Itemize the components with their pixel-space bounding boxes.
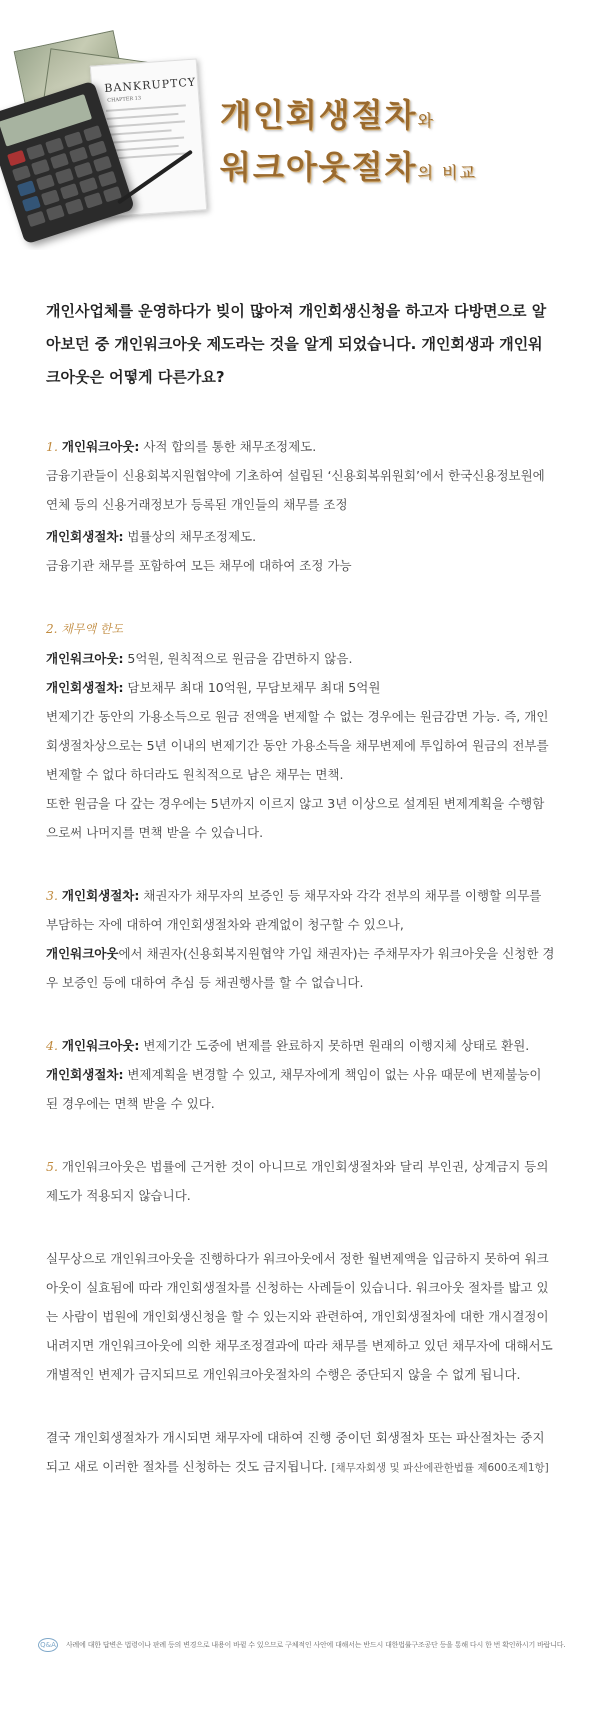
- section-2: 2. 채무액 한도 개인워크아웃: 5억원, 원칙적으로 원금을 감면하지 않음. 개인회생절차: 담보채무 최대 10억원, 무담보채무 최대 5억원 변제기간 동안의 가용소득으로 원금 전액을 변제할 수 없는 경우에는 원금감면 가능. 즉, 개인회생절차상으로는 5년 이내의 변제기간 동안 가용소득을 채무변제에 투입하여 원금의 전부를 변제할 수 없다 하더라도 원칙적으로 남은 채무는 면책. 또한 원금을 다 갚는 경우에는 5년까지 이르지 않고 3년 이상으로 설계된 변제계획을 수행함으로써 나머지를 면책 받을 수 있습니다.: [46, 614, 556, 847]
- document-title: BANKRUPTCY: [103, 75, 197, 95]
- section-3: 3. 개인회생절차: 채권자가 채무자의 보증인 등 채무자와 각각 전부의 채무를 이행할 의무를 부담하는 자에 대하여 개인회생절차와 관계없이 청구할 수 있으나, 개인워크아웃에서 채권자(신용회복지원협약 가입 채권자)는 주채무자가 워크아웃을 신청한 경우 보증인 등에 대하여 추심 등 채권행사를 할 수 없습니다.: [46, 888, 555, 990]
- section-text: 변제기간 동안의 가용소득으로 원금 전액을 변제할 수 없는 경우에는 원금감면 가능. 즉, 개인회생절차상으로는 5년 이내의 변제기간 동안 가용소득을 채무변제에 투입하여 원금의 전부를 변제할 수 없다 하더라도 원칙적으로 남은 채무는 면책.: [46, 709, 549, 782]
- section-1: 1. 개인워크아웃: 사적 합의를 통한 채무조정제도. 금융기관들이 신용회복지원협약에 기초하여 설립된 ‘신용회복위원회’에서 한국신용정보원에 연체 등의 신용거래정보가 등록된 개인들의 채무를 조정 개인회생절차: 법률상의 채무조정제도. 금융기관 채무를 포함하여 모든 채무에 대하여 조정 가능: [46, 432, 556, 580]
- document-subtitle: CHAPTER 13: [107, 95, 142, 104]
- header-banner: [0, 0, 600, 250]
- section-6: [46, 1244, 556, 1389]
- section-text: 금융기관 채무를 포함하여 모든 채무에 대하여 조정 가능: [46, 558, 352, 573]
- article-body: [46, 295, 556, 1483]
- term-label: 개인회생절차:: [61, 888, 140, 903]
- section-text: 또한 원금을 다 갚는 경우에는 5년까지 이르지 않고 3년 이상으로 설계된 변제계획을 수행함으로써 나머지를 면책 받을 수 있습니다.: [46, 796, 545, 840]
- footer-disclaimer: [38, 1638, 568, 1652]
- term-label: 개인회생절차:: [46, 680, 124, 695]
- term-label: 개인회생절차:: [46, 1067, 124, 1082]
- section-7: 결국 개인회생절차가 개시되면 채무자에 대하여 진행 중이던 회생절차 또는 파산절차는 중지되고 새로 이러한 절차를 신청하는 것도 금지됩니다. [채무자회생 및 파산에관한법률 제600조제1항]: [46, 1430, 549, 1474]
- section-4: 4. 개인워크아웃: 변제기간 도중에 변제를 완료하지 못하면 원래의 이행지체 상태로 환원. 개인회생절차: 변제계획을 변경할 수 있고, 채무자에게 책임이 없는 사유 때문에 변제불능이 된 경우에는 면책 받을 수 있다.: [46, 1038, 542, 1111]
- page-title: [220, 90, 580, 200]
- title-line-1: 개인회생절차와: [220, 96, 435, 134]
- title-line-2: 워크아웃절차의 비교: [220, 148, 477, 186]
- term-label: 개인회생절차:: [46, 529, 124, 544]
- term-label: 개인워크아웃:: [46, 651, 124, 666]
- section-5: 5. 개인워크아웃은 법률에 근거한 것이 아니므로 개인회생절차와 달리 부인권, 상계금지 등의 제도가 적용되지 않습니다.: [46, 1159, 549, 1203]
- term-label: 개인워크아웃: [46, 946, 119, 961]
- disclaimer-text: 사례에 대한 답변은 법령이나 판례 등의 변경으로 내용이 바뀔 수 있으므로 구체적인 사안에 대해서는 반드시 대한법률구조공단 등을 통해 다시 한 번 확인하시기 바랍니다.: [66, 1641, 566, 1649]
- term-label: 개인워크아웃:: [61, 1038, 140, 1053]
- term-label: 개인워크아웃:: [61, 439, 140, 454]
- intro-question: 개인사업체를 운영하다가 빚이 많아져 개인회생신청을 하고자 다방면으로 알아보던 중 개인워크아웃 제도라는 것을 알게 되었습니다. 개인회생과 개인워크아웃은 어떻게 다른가요?: [46, 302, 547, 386]
- section-text: 금융기관들이 신용회복지원협약에 기초하여 설립된 ‘신용회복위원회’에서 한국신용정보원에 연체 등의 신용거래정보가 등록된 개인들의 채무를 조정: [46, 468, 545, 512]
- section-text: 실무상으로 개인워크아웃을 진행하다가 워크아웃에서 정한 월변제액을 입금하지 못하여 워크아웃이 실효됨에 따라 개인회생절차를 신청하는 사례들이 있습니다. 워크아웃 절차를 밟고 있는 사람이 법원에 개인회생신청을 할 수 있는지와 관련하여, 개인회생절차에 대한 개시결정이 내려지면 개인워크아웃에 의한 채무조정결과에 따라 채무를 변제하고 있던 채무자에 대해서도 개별적인 변제가 금지되므로 개인워크아웃절차의 수행은 중단되지 않을 수 없게 됩니다.: [46, 1251, 553, 1382]
- speech-bubble-icon: Q&A: [38, 1638, 58, 1652]
- law-reference: [채무자회생 및 파산에관한법률 제600조제1항]: [331, 1462, 549, 1474]
- section-heading: 2. 채무액 한도: [46, 622, 124, 636]
